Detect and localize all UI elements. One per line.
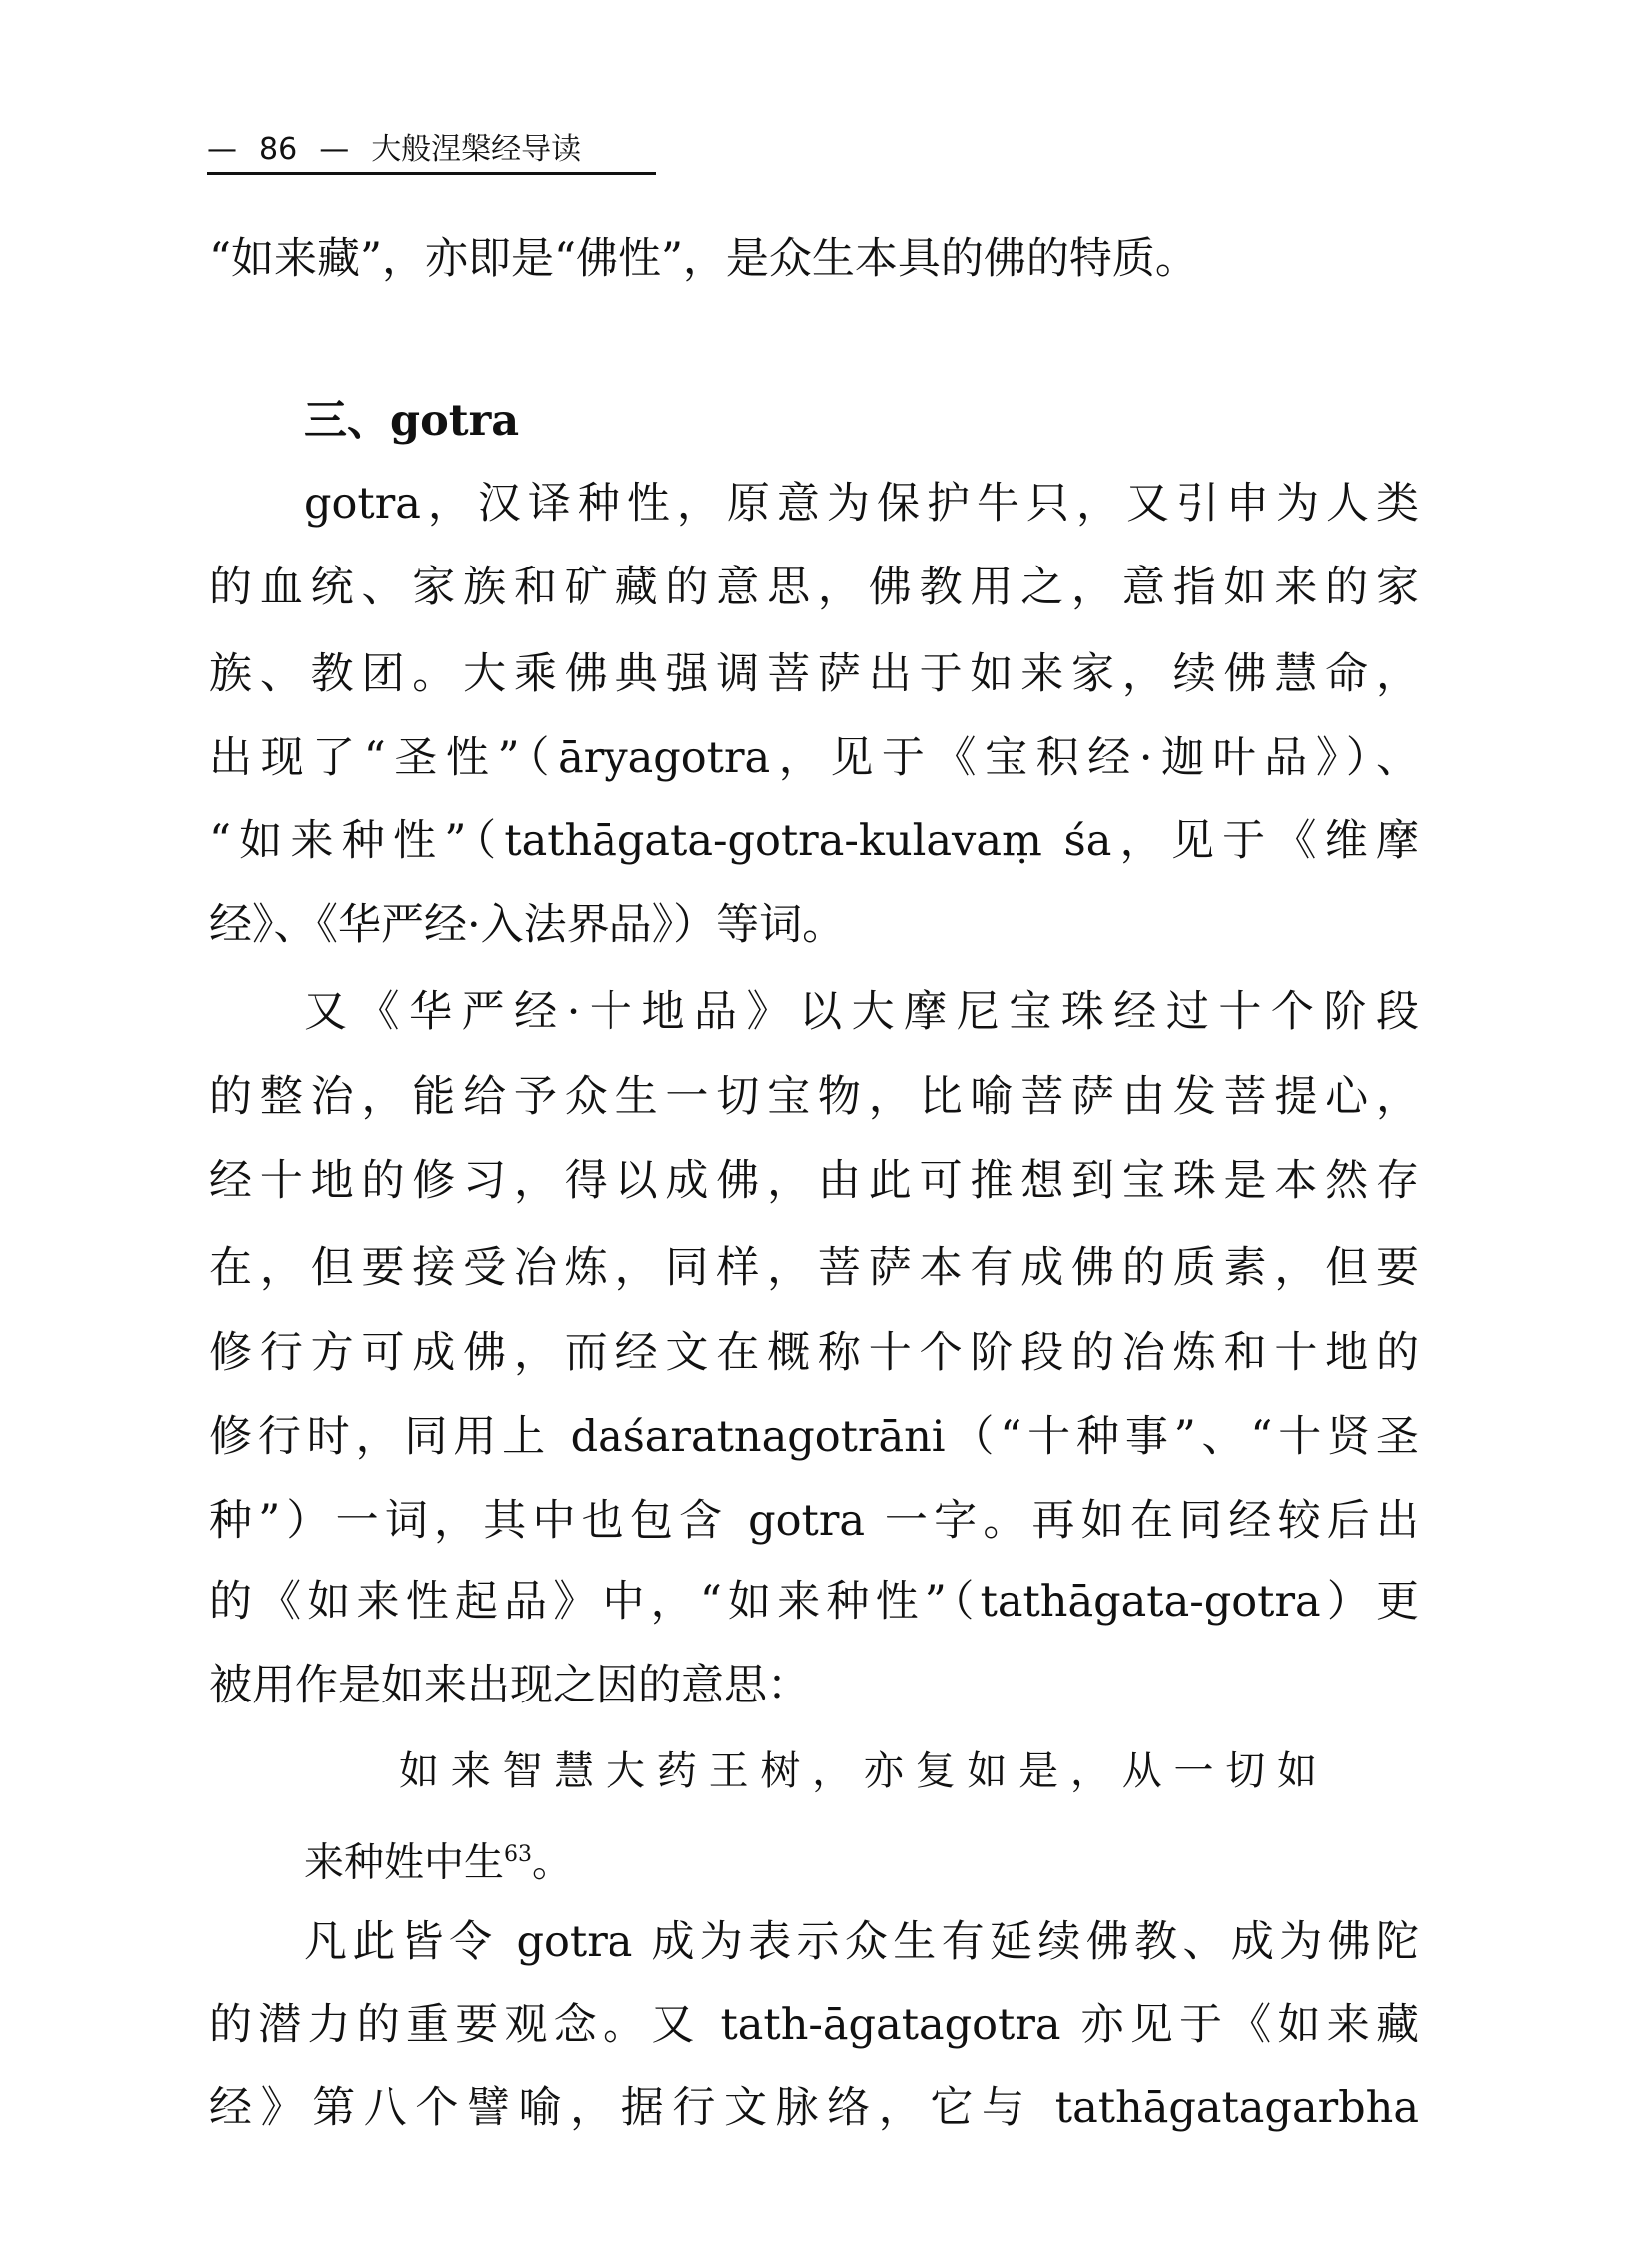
text-line: 修行方可成佛，而经文在概称十个阶段的冶炼和十地的 — [209, 1328, 1419, 1378]
quote-text: 来种姓中生 — [304, 1839, 504, 1886]
text-line: 经》第八个譬喻，据行文脉络，它与 tathāgatagarbha — [209, 2083, 1419, 2133]
header-dash: — — [319, 132, 350, 167]
section-heading: 三、gotra — [304, 396, 520, 446]
text-line: 出现了“圣性”（āryagotra，见于《宝积经·迦叶品》）、 — [209, 733, 1419, 783]
quote-end: 。 — [532, 1839, 572, 1886]
page-number: 86 — [259, 132, 298, 167]
running-header — [207, 124, 656, 175]
quote-line: 如来智慧大药王树，亦复如是，从一切如 — [399, 1748, 1317, 1794]
book-title: 大般涅槃经导读 — [371, 132, 582, 167]
footnote-marker[interactable]: 63 — [504, 1842, 532, 1867]
text-line: 种”）一词，其中也包含 gotra 一字。再如在同经较后出 — [209, 1496, 1419, 1546]
text-line: 经十地的修习，得以成佛，由此可推想到宝珠是本然存 — [209, 1156, 1419, 1206]
text-line: “如来藏”，亦即是“佛性”，是众生本具的佛的特质。 — [209, 234, 1198, 284]
text-line: gotra，汉译种性，原意为保护牛只，又引申为人类 — [304, 479, 1419, 529]
text-line: 凡此皆令 gotra 成为表示众生有延续佛教、成为佛陀 — [304, 1917, 1419, 1967]
text-line: “如来种性”（tathāgata-gotra-kulavaṃ śa，见于《维摩 — [209, 816, 1419, 866]
text-line: 在，但要接受冶炼，同样，菩萨本有成佛的质素，但要 — [209, 1243, 1419, 1293]
text-line: 又《华严经·十地品》以大摩尼宝珠经过十个阶段 — [304, 987, 1419, 1037]
text-line: 修行时，同用上 daśaratnagotrāni（“十种事”、“十贤圣 — [209, 1412, 1419, 1462]
text-line: 被用作是如来出现之因的意思： — [209, 1661, 810, 1710]
text-line: 的潜力的重要观念。又 tath-āgatagotra 亦见于《如来藏 — [209, 2000, 1419, 2050]
text-line: 的《如来性起品》中，“如来种性”（tathāgata-gotra）更 — [209, 1577, 1419, 1627]
text-line: 的整治，能给予众生一切宝物，比喻菩萨由发菩提心， — [209, 1072, 1419, 1122]
text-line: 的血统、家族和矿藏的意思，佛教用之，意指如来的家 — [209, 563, 1419, 612]
text-line: 经》、《华严经·入法界品》）等词。 — [209, 900, 846, 949]
text-line: 族、教团。大乘佛典强调菩萨出于如来家，续佛慧命， — [209, 649, 1419, 699]
quote-line — [304, 1825, 903, 1892]
header-dash: — — [207, 132, 237, 167]
